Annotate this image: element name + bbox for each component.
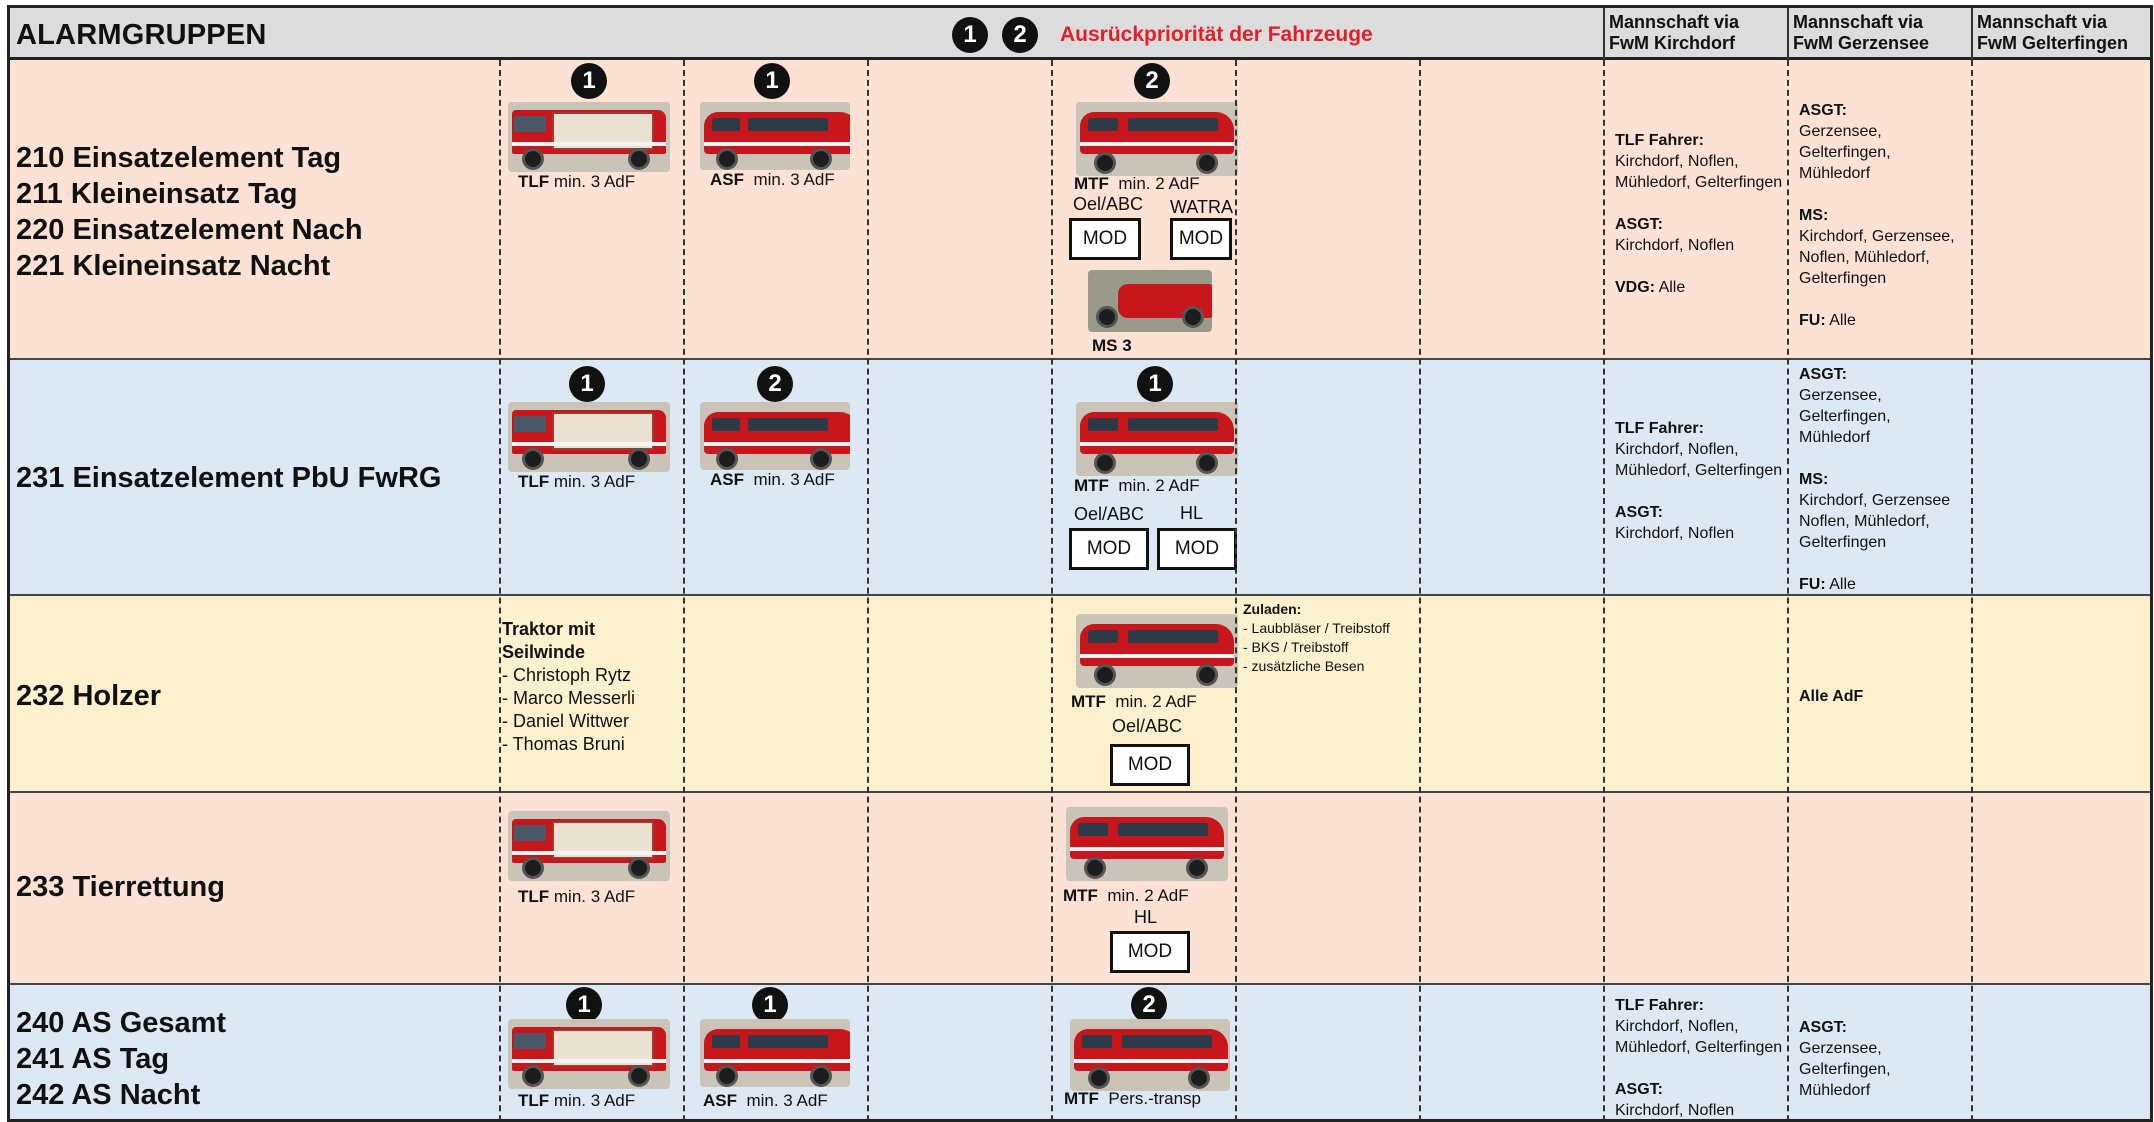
- module-label: HL: [1134, 907, 1158, 927]
- column-divider: [1051, 60, 1053, 1122]
- page-title: ALARMGRUPPEN: [16, 19, 267, 51]
- column-header-gerzensee: Mannschaft via FwM Gerzensee: [1793, 12, 1930, 53]
- asf-caption: ASF min. 3 AdF: [703, 1091, 828, 1110]
- column-divider: [1603, 8, 1605, 60]
- table-header: [10, 8, 2150, 60]
- column-divider: [1603, 60, 1605, 1122]
- mod-box: MOD: [1170, 218, 1232, 260]
- table-row: [10, 793, 2150, 985]
- priority-badge: 1: [754, 63, 790, 99]
- column-divider: [499, 60, 501, 1122]
- tlf-truck-image: [508, 102, 670, 172]
- module-label: HL: [1180, 503, 1204, 523]
- mtf-caption: MTF min. 2 AdF: [1071, 692, 1197, 711]
- tlf-caption: TLF min. 3 AdF: [518, 172, 636, 191]
- mtf-caption: MTF min. 2 AdF: [1074, 174, 1200, 193]
- tlf-truck-image: [508, 811, 670, 881]
- module-label: WATRA: [1170, 197, 1233, 217]
- priority-badge: 2: [1131, 987, 1167, 1023]
- ms3-pump-image: [1088, 270, 1212, 332]
- priority-badge: 2: [757, 366, 793, 402]
- gerzensee-crew-info: ASGT: Gerzensee, Gelterfingen, Mühledorf: [1799, 1019, 1891, 1099]
- mod-box: MOD: [1110, 931, 1190, 973]
- priority-badge: 2: [1134, 63, 1170, 99]
- priority-badge: 1: [1137, 366, 1173, 402]
- column-divider: [1971, 8, 1973, 60]
- priority-legend-text: Ausrückpriorität der Fahrzeuge: [1060, 23, 1373, 46]
- table-row: [10, 985, 2150, 1122]
- priority-badge-2: 2: [1002, 17, 1038, 53]
- tlf-caption: TLF min. 3 AdF: [518, 1091, 636, 1110]
- mtf-van-image: [1076, 614, 1238, 688]
- tlf-truck-image: [508, 1019, 670, 1089]
- module-label: Oel/ABC: [1074, 504, 1145, 524]
- alarmgruppen-table: [7, 5, 2153, 1122]
- tlf-caption: TLF min. 3 AdF: [518, 472, 636, 491]
- tlf-caption: TLF min. 3 AdF: [518, 887, 636, 906]
- column-header-gelterfingen: Mannschaft via FwM Gelterfingen: [1977, 12, 2129, 53]
- mod-box: MOD: [1110, 744, 1190, 786]
- kirchdorf-crew-info: TLF Fahrer: Kirchdorf, Noflen, Mühledorf, Gelterfingen ASGT: Kirchdorf, Noflen: [1615, 420, 1783, 542]
- gerzensee-crew-info: ASGT: Gerzensee, Gelterfingen, Mühledorf MS: Kirchdorf, Gerzensee Noflen, Mühledorf, Gelterfingen FU: Alle: [1799, 366, 1951, 593]
- priority-badge: 1: [566, 987, 602, 1023]
- alarm-group-labels: 210 Einsatzelement Tag 211 Kleineinsatz Tag 220 Einsatzelement Nach 221 Kleineinsatz Nacht: [16, 142, 363, 282]
- asf-van-image: [700, 1019, 850, 1087]
- asf-caption: ASF min. 3 AdF: [710, 470, 835, 489]
- priority-badge: 1: [752, 987, 788, 1023]
- column-divider: [1971, 60, 1973, 1122]
- asf-caption: ASF min. 3 AdF: [710, 170, 835, 189]
- mod-box: MOD: [1157, 528, 1237, 570]
- column-divider: [683, 60, 685, 1122]
- mtf-van-image: [1076, 402, 1238, 476]
- kirchdorf-crew-info: TLF Fahrer: Kirchdorf, Noflen, Mühledorf, Gelterfingen ASGT: Kirchdorf, Noflen: [1615, 997, 1783, 1119]
- column-divider: [1235, 60, 1237, 1122]
- priority-badge-1: 1: [952, 17, 988, 53]
- priority-badge: 1: [571, 63, 607, 99]
- table-row: [10, 360, 2150, 596]
- gerzensee-crew-info: Alle AdF: [1799, 688, 1864, 705]
- mtf-van-image: [1066, 807, 1228, 881]
- mtf-van-image: [1070, 1019, 1230, 1091]
- tractor-info: Traktor mit Seilwinde - Christoph Rytz - Marco Messerli - Daniel Wittwer - Thomas Bruni: [502, 619, 636, 754]
- zuladen-info: Zuladen: - Laubbläser / Treibstoff - BKS / Treibstoff - zusätzliche Besen: [1243, 601, 1390, 674]
- ms3-caption: MS 3: [1092, 336, 1132, 355]
- kirchdorf-crew-info: TLF Fahrer: Kirchdorf, Noflen, Mühledorf, Gelterfingen ASGT: Kirchdorf, Noflen VDG: Alle: [1615, 132, 1783, 296]
- module-label: Oel/ABC: [1112, 716, 1183, 736]
- column-header-kirchdorf: Mannschaft via FwM Kirchdorf: [1609, 12, 1740, 53]
- column-divider: [867, 60, 869, 1122]
- mtf-caption: MTF min. 2 AdF: [1074, 476, 1200, 495]
- tlf-truck-image: [508, 402, 670, 472]
- alarm-group-labels: 233 Tierrettung: [16, 871, 225, 903]
- mtf-caption: MTF Pers.-transp: [1064, 1089, 1201, 1108]
- mod-box: MOD: [1069, 528, 1149, 570]
- asf-van-image: [700, 402, 850, 470]
- column-divider: [1419, 60, 1421, 1122]
- mtf-caption: MTF min. 2 AdF: [1063, 886, 1189, 905]
- column-divider: [1787, 8, 1789, 60]
- mtf-van-image: [1076, 102, 1238, 176]
- table-row: [10, 60, 2150, 360]
- module-label: Oel/ABC: [1073, 194, 1144, 214]
- priority-legend: [952, 17, 1373, 53]
- alarm-group-labels: 231 Einsatzelement PbU FwRG: [16, 462, 442, 494]
- alarm-group-labels: 232 Holzer: [16, 680, 162, 712]
- alarm-group-labels: 240 AS Gesamt 241 AS Tag 242 AS Nacht: [16, 1007, 227, 1111]
- priority-badge: 1: [569, 366, 605, 402]
- gerzensee-crew-info: ASGT: Gerzensee, Gelterfingen, Mühledorf MS: Kirchdorf, Gerzensee, Noflen, Mühledorf, Gelterfingen FU: Alle: [1799, 102, 1955, 329]
- column-divider: [1787, 60, 1789, 1122]
- table-row: [10, 596, 2150, 793]
- mod-box: MOD: [1069, 218, 1141, 260]
- asf-van-image: [700, 102, 850, 170]
